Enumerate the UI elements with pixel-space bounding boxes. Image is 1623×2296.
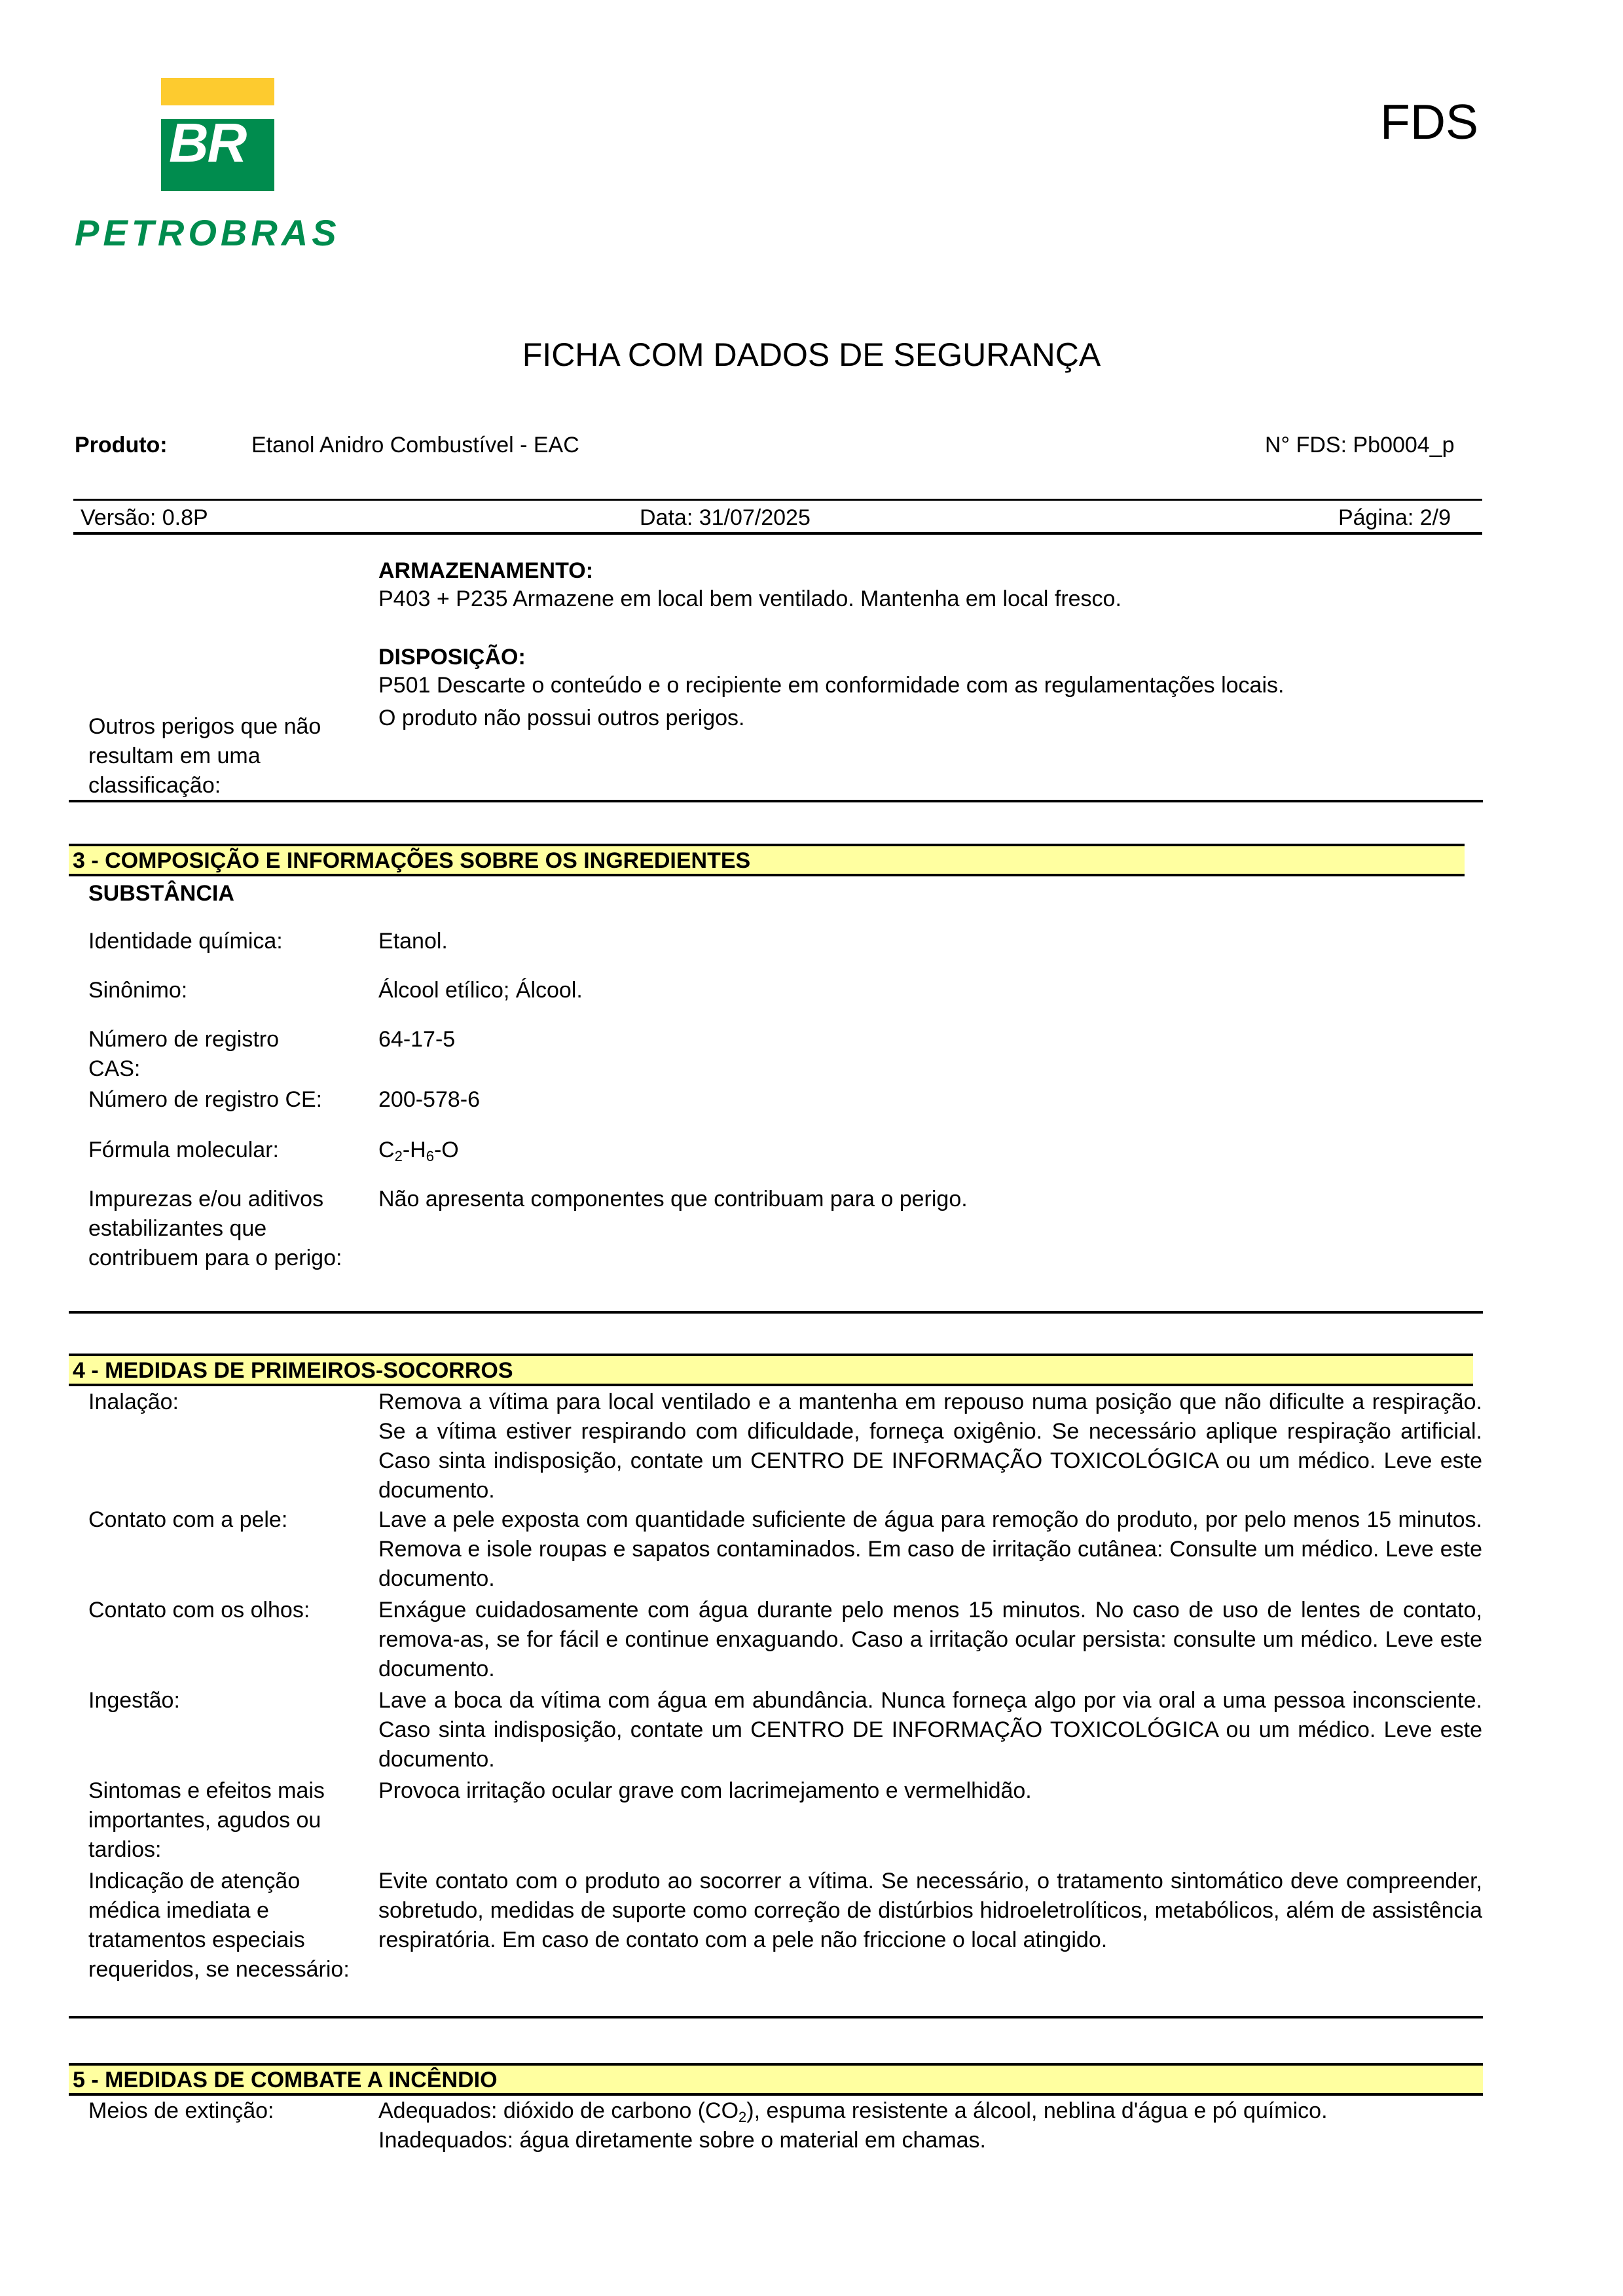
logo-wordmark: PETROBRAS	[75, 212, 340, 253]
logo-br-mark	[161, 119, 274, 191]
row-label: Impurezas e/ou aditivos estabilizantes que contribuem para o perigo:	[88, 1187, 342, 1270]
co2-subscript: 2	[739, 2109, 747, 2125]
row-value: 200-578-6	[378, 1087, 481, 1112]
product-value: Etanol Anidro Combustível - EAC	[251, 433, 579, 457]
other-hazards-value: O produto não possui outros perigos.	[378, 706, 745, 730]
row-label: Ingestão:	[88, 1688, 180, 1713]
row-label: Número de registro CE:	[88, 1087, 323, 1112]
storage-title: ARMAZENAMENTO:	[378, 558, 594, 583]
row-value: Evite contato com o produto ao socorrer a vítima. Se necessário, o tratamento sintomático deve compreender, sobretudo, medidas de suporte como correção de distúrbios hidroeletrolíticos, metabólicos, além de assistência respiratória. Em caso de contato com a pele não friccione o local atingido.	[378, 1869, 1482, 1952]
row-value: Lave a pele exposta com quantidade suficiente de água para remoção do produto, por pelo menos 15 minutos. Remova e isole roupas e sapatos contaminados. Em caso de irritação cutânea: Consulte um médico. Leve este documento.	[378, 1507, 1482, 1591]
row-label: Contato com os olhos:	[88, 1598, 310, 1623]
disposal-text: P501 Descarte o conteúdo e o recipiente em conformidade com as regulamentações locais.	[378, 673, 1285, 698]
row-label: Indicação de atenção médica imediata e tratamentos especiais requeridos, se necessário:	[88, 1869, 350, 1982]
product-label: Produto:	[75, 433, 168, 457]
row-value: Remova a vítima para local ventilado e a mantenha em repouso numa posição que não dificulte a respiração. Se a vítima estiver respirando com dificuldade, forneça oxigênio. Se necessário aplique respiração artificial. Caso sinta indisposição, contate um CENTRO DE INFORMAÇÃO TOXICOLÓGICA ou um médico. Leve este documento.	[378, 1390, 1482, 1503]
date-text: Data: 31/07/2025	[640, 505, 811, 530]
section-5-header	[69, 2063, 1483, 2096]
formula-part: C	[378, 1138, 395, 1162]
formula-part: -O	[433, 1138, 459, 1162]
divider	[73, 499, 1482, 501]
row-value: Provoca irritação ocular grave com lacrimejamento e vermelhidão.	[378, 1778, 1032, 1803]
section-4-header	[69, 1354, 1473, 1386]
substance-subtitle: SUBSTÂNCIA	[88, 881, 234, 906]
formula-part: -H	[402, 1138, 426, 1162]
page-title: FICHA COM DADOS DE SEGURANÇA	[522, 336, 1101, 373]
row-label: Inalação:	[88, 1390, 179, 1414]
row-label: Meios de extinção:	[88, 2098, 274, 2123]
row-label: Fórmula molecular:	[88, 1138, 279, 1162]
row-value: Enxágue cuidadosamente com água durante pelo menos 15 minutos. No caso de uso de lentes de contato, remova-as, se for fácil e continue enxaguando. Caso a irritação ocular persista: consulte um médico. Leve este documento.	[378, 1598, 1482, 1681]
section-3-header	[69, 844, 1465, 876]
formula-subscript: 6	[426, 1148, 434, 1164]
section-divider	[69, 2016, 1483, 2018]
extinguishing-media-unsuitable: Inadequados: água diretamente sobre o material em chamas.	[378, 2128, 986, 2153]
molecular-formula	[378, 1136, 1482, 1165]
text-part: ), espuma resistente a álcool, neblina d'água e pó químico.	[746, 2098, 1328, 2123]
row-label: Sinônimo:	[88, 978, 188, 1003]
section-4-title: 4 - MEDIDAS DE PRIMEIROS-SOCORROS	[73, 1358, 513, 1383]
formula-subscript: 2	[394, 1148, 403, 1164]
row-label: Contato com a pele:	[88, 1507, 288, 1532]
row-label: Sintomas e efeitos mais importantes, agudos ou tardios:	[88, 1778, 325, 1862]
row-label: Número de registro CAS:	[88, 1027, 280, 1081]
row-label: Identidade química:	[88, 929, 283, 954]
document-meta-row	[73, 499, 1482, 535]
row-value: Etanol.	[378, 929, 448, 954]
row-value: Lave a boca da vítima com água em abundância. Nunca forneça algo por via oral a uma pessoa inconsciente. Caso sinta indisposição, contate um CENTRO DE INFORMAÇÃO TOXICOLÓGICA ou um médico. Leve este documento.	[378, 1688, 1482, 1772]
page-number: Página: 2/9	[1338, 505, 1451, 530]
logo-yellow-bar	[161, 78, 274, 105]
extinguishing-media-suitable	[378, 2096, 1482, 2126]
storage-text: P403 + P235 Armazene em local bem ventilado. Mantenha em local fresco.	[378, 586, 1122, 611]
text-part: Adequados: dióxido de carbono (CO	[378, 2098, 739, 2123]
row-value: Não apresenta componentes que contribuam para o perigo.	[378, 1187, 968, 1211]
document-type-label: FDS	[1380, 94, 1478, 149]
row-value: 64-17-5	[378, 1027, 456, 1052]
section-3-title: 3 - COMPOSIÇÃO E INFORMAÇÕES SOBRE OS INGREDIENTES	[73, 848, 751, 873]
section-5-title: 5 - MEDIDAS DE COMBATE A INCÊNDIO	[73, 2068, 498, 2092]
divider	[73, 532, 1482, 535]
row-value: Álcool etílico; Álcool.	[378, 978, 583, 1003]
section-divider	[69, 1311, 1483, 1314]
logo-br-text: BR	[169, 119, 246, 173]
disposal-title: DISPOSIÇÃO:	[378, 645, 526, 670]
section-divider	[69, 800, 1483, 802]
other-hazards-label: Outros perigos que não resultam em uma classificação:	[88, 714, 321, 798]
fds-number: N° FDS: Pb0004_p	[1265, 433, 1455, 457]
version-text: Versão: 0.8P	[81, 505, 208, 530]
